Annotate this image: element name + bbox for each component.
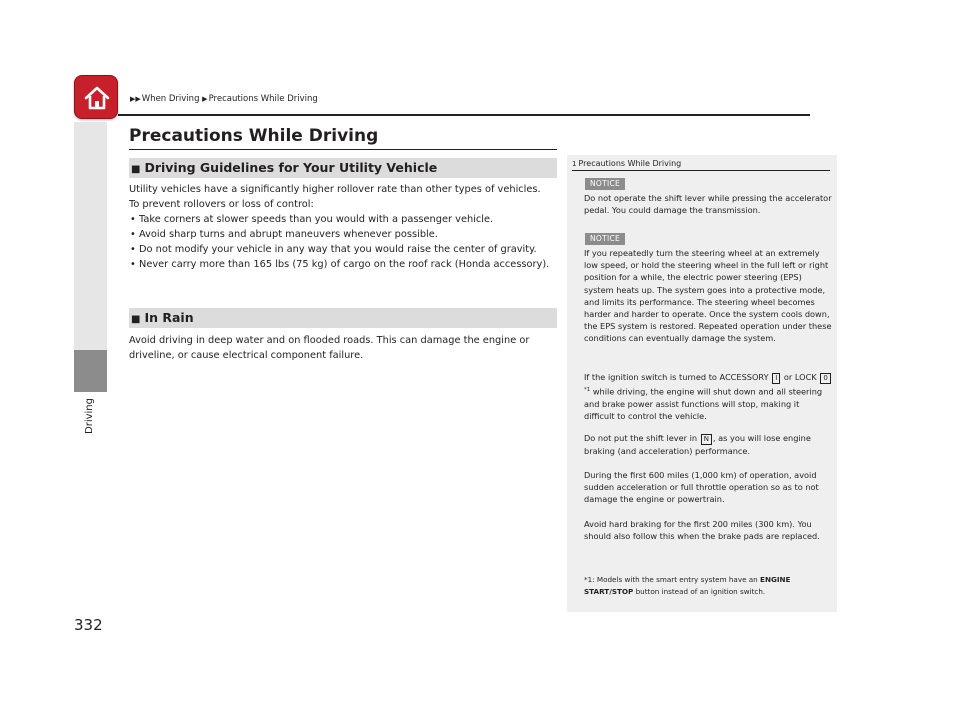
key-lock: 0 [820,373,830,384]
rain-body: Avoid driving in deep water and on flooded roads. This can damage the engine or driveline, or cause electrical component failure. [129,335,530,361]
panel-footnote [584,574,832,598]
key-accessory: I [772,373,780,384]
footnote-text: button instead of an ignition switch. [635,587,766,597]
list-item: • Never carry more than 165 lbs (75 kg) of cargo on the roof rack (Honda accessory). [129,257,559,272]
breadcrumb-arrow-icon: ▶▶ [130,95,141,103]
title-divider [129,149,557,150]
shift-text: , as you will lose engine braking (and acceleration) performance. [584,433,811,456]
guidelines-list [129,212,559,272]
home-icon [83,84,111,112]
breadcrumb [130,94,318,104]
breadcrumb-current: Precautions While Driving [208,94,318,104]
guidelines-intro-1: Utility vehicles have a significantly higher rollover rate than other types of vehicles. [129,184,541,195]
section-square-icon: ■ [131,314,141,325]
notice-2-text: If you repeatedly turn the steering wheel at an extremely low speed, or hold the steering wheel in the full left or right position for a while, the electric power steering (EPS) system heats up. The system goes into a protective mode, and limits its performance. The steering wheel becomes harder and harder to operate. Once the system cools down, the EPS system is restored. Repeated operation under these conditions can eventually damage the system. [584,248,832,344]
section-heading-text: Driving Guidelines for Your Utility Vehicle [144,160,438,175]
header-divider [118,114,810,116]
ignition-text: or [783,372,793,382]
section-heading-guidelines [129,158,557,178]
ignition-note [584,371,832,422]
section-heading-rain [129,308,557,328]
footnote-ref: *1 [584,387,591,393]
panel-heading-text[interactable]: Precautions While Driving [578,159,682,168]
notes-panel [567,155,837,612]
footnote-text: *1: Models with the smart entry system have an [584,575,758,584]
ignition-text: while driving, the engine will shut down and all steering and brake power assist functions will stop, making it difficult to control the vehicle. [584,386,823,422]
page-title: Precautions While Driving [129,126,379,146]
breadcrumb-arrow-icon: ▶ [202,95,208,103]
notice-badge: NOTICE [585,178,625,190]
ignition-text: LOCK [794,372,817,382]
chapter-label: Driving [84,398,95,434]
footnote-bold: ENGINE START/STOP [584,575,791,597]
braking-note: Avoid hard braking for the first 200 miles (300 km). You should also follow this when the brake pads are replaced. [584,519,820,542]
break-in-note: During the first 600 miles (1,000 km) of operation, avoid sudden acceleration or full throttle operation so as to not damage the engine or powertrain. [584,470,819,505]
list-item: • Do not modify your vehicle in any way that you would raise the center of gravity. [129,242,559,257]
breadcrumb-link-when-driving[interactable]: When Driving [141,94,200,104]
section-square-icon: ■ [131,164,141,175]
guidelines-intro-2: To prevent rollovers or loss of control: [129,199,314,210]
guidelines-body [129,182,559,272]
home-button[interactable] [74,75,118,119]
ignition-text: If the ignition switch is turned to ACCESSORY [584,372,769,382]
list-item: • Take corners at slower speeds than you would with a passenger vehicle. [129,212,559,227]
list-item: • Avoid sharp turns and abrupt maneuvers whenever possible. [129,227,559,242]
notice-badge: NOTICE [585,233,625,245]
section-heading-text: In Rain [144,310,194,325]
chapter-tab-marker[interactable] [74,350,107,392]
shift-text: Do not put the shift lever in [584,433,698,443]
shift-note [584,432,832,457]
notice-1-text: Do not operate the shift lever while pressing the accelerator pedal. You could damage the transmission. [584,193,832,216]
panel-heading [572,159,681,168]
key-neutral: N [701,434,712,445]
page-number: 332 [74,616,103,634]
reference-mark: 1 [572,160,577,168]
panel-divider [572,170,830,171]
